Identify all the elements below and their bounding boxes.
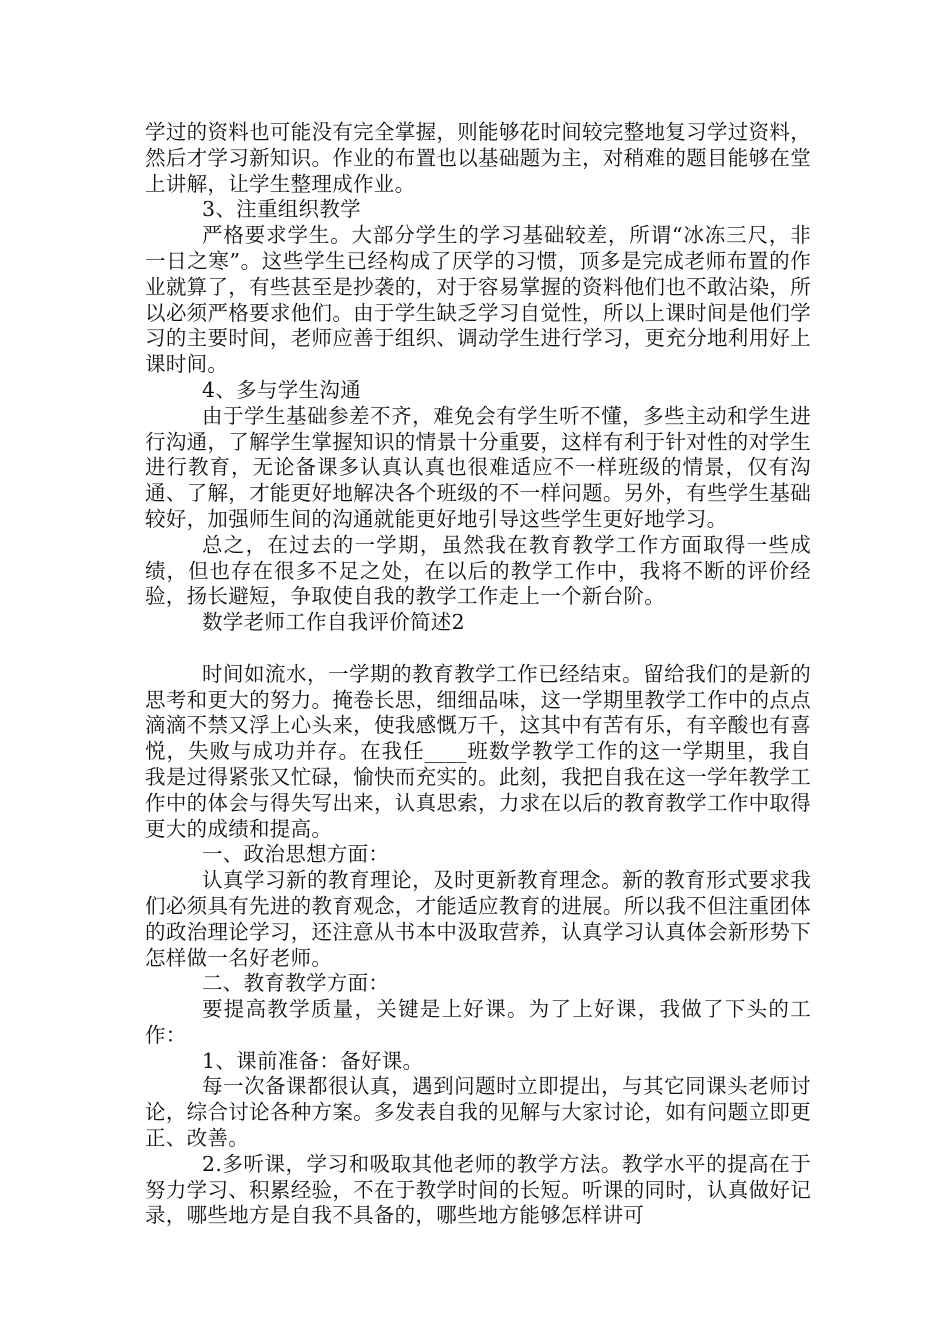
paragraph: 时间如流水，一学期的教育教学工作已经结束。留给我们的是新的思考和更大的努力。掩卷长思，细细品味，这一学期里教学工作中的点点滴滴不禁又浮上心头来，使我感慨万千，这其中有苦有乐，有辛酸也有喜悦，失败与成功并存。在我任____班数学教学工作的这一学期里，我自我是过得紧张又忙碌，愉快而充实的。此刻，我把自我在这一学年教学工作中的体会与得失写出来，认真思索，力求在以后的教育教学工作中取得更大的成绩和提高。	[145, 661, 811, 841]
paragraph: 总之，在过去的一学期，虽然我在教育教学工作方面取得一些成绩，但也存在很多不足之处，在以后的教学工作中，我将不断的评价经验，扬长避短，争取使自我的教学工作走上一个新台阶。	[145, 532, 811, 609]
article-title-2: 数学老师工作自我评价简述2	[202, 610, 465, 635]
paragraph: 2.多听课，学习和吸取其他老师的教学方法。教学水平的提高在于努力学习、积累经验，不在于教学时间的长短。听课的同时，认真做好记录，哪些地方是自我不具备的，哪些地方能够怎样讲可	[145, 1151, 811, 1228]
section-heading-politics: 一、政治思想方面：	[202, 842, 390, 867]
section-heading-teaching: 二、教育教学方面：	[202, 971, 390, 996]
paragraph: 严格要求学生。大部分学生的学习基础较差，所谓“冰冻三尺，非一日之寒”。这些学生已经构成了厌学的习惯，顶多是完成老师布置的作业就算了，有些甚至是抄袭的，对于容易掌握的资料他们也不敢沾染，所以必须严格要求他们。由于学生缺乏学习自觉性，所以上课时间是他们学习的主要时间，老师应善于组织、调动学生进行学习，更充分地利用好上课时间。	[145, 223, 811, 377]
paragraph-continued: 学过的资料也可能没有完全掌握，则能够花时间较完整地复习学过资料，然后才学习新知识。作业的布置也以基础题为主，对稍难的题目能够在堂上讲解，让学生整理成作业。	[145, 120, 811, 196]
blank-line	[145, 636, 811, 662]
section-heading-4: 4、多与学生沟通	[202, 377, 361, 402]
subsection-heading-1: 1、课前准备：备好课。	[202, 1048, 424, 1073]
document-page	[145, 120, 811, 1229]
paragraph: 每一次备课都很认真，遇到问题时立即提出，与其它同课头老师讨论，综合讨论各种方案。多发表自我的见解与大家讨论，如有问题立即更正、改善。	[145, 1074, 811, 1151]
paragraph: 要提高教学质量，关键是上好课。为了上好课，我做了下头的工作：	[145, 997, 811, 1047]
section-heading-3: 3、注重组织教学	[202, 197, 361, 222]
paragraph: 认真学习新的教育理论，及时更新教育理念。新的教育形式要求我们必须具有先进的教育观念，才能适应教育的进展。所以我不但注重团体的政治理论学习，还注意从书本中汲取营养，认真学习认真体会新形势下怎样做一名好老师。	[145, 868, 811, 970]
paragraph: 由于学生基础参差不齐，难免会有学生听不懂，多些主动和学生进行沟通，了解学生掌握知识的情景十分重要，这样有利于针对性的对学生进行教育，无论备课多认真认真也很难适应不一样班级的情景，仅有沟通、了解，才能更好地解决各个班级的不一样问题。另外，有些学生基础较好，加强师生间的沟通就能更好地引导这些学生更好地学习。	[145, 403, 811, 531]
